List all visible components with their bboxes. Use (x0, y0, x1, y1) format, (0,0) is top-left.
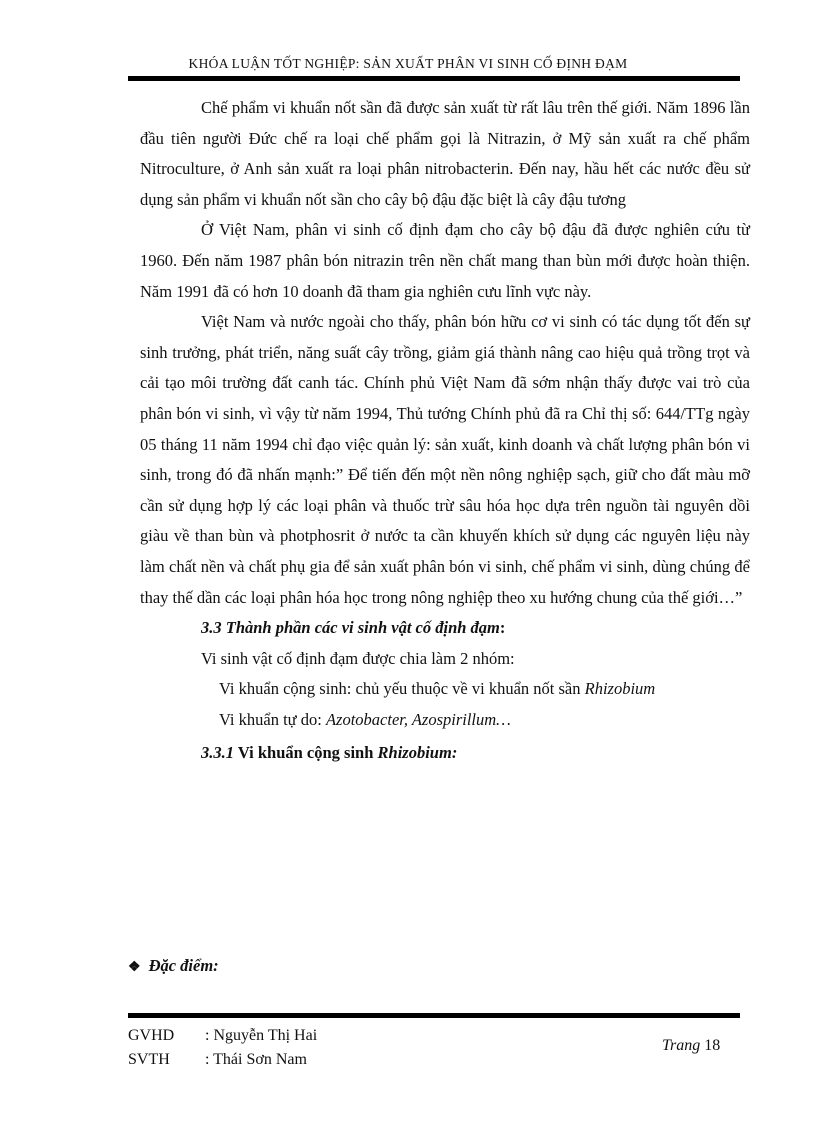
bullet-heading-text: Đặc điểm: (148, 956, 219, 975)
footer-rule (128, 1013, 740, 1018)
list-item-text: Vi khuẩn tự do: (219, 709, 326, 729)
page-number-value: 18 (704, 1037, 721, 1054)
list-item-genus: Azotobacter, Azospirillum… (325, 709, 511, 729)
gvhd-value: : Nguyễn Thị Hai (205, 1027, 318, 1044)
section-intro: Vi sinh vật cố định đạm được chia làm 2 nhóm: (201, 648, 515, 668)
section-heading-text: 3.3 Thành phần các vi sinh vật cố định đạm (201, 618, 500, 638)
paragraph-policy: Việt Nam và nước ngoài cho thấy, phân bón hữu cơ vi sinh có tác dụng tốt đến sự sinh trưởng, phát triển, năng suất cây trồng, giảm giá thành nâng cao hiệu quả trồng trọt và cải tạo môi trường đất canh tác. Chính phủ Việt Nam đã sớm nhận thấy được vai trò của phân bón vi sinh, vì vậy từ năm 1994, Thủ tướng Chính phủ đã ra Chỉ thị số: 644/TTg ngày 05 tháng 11 năm 1994 chỉ đạo việc quản lý: sản xuất, kinh doanh và chất lượng phân bón vi sinh, trong đó đã nhấn mạnh:” Để tiến đến một nền nông nghiệp sạch, giữ cho đất màu mỡ cần sử dụng hợp lý các loại phân và thuốc trừ sâu hóa học dựa trên nguồn tài nguyên dồi giàu về than bùn và photphosrit ở nước ta cần khuyến khích sử dụng các nguyên liệu này làm chất nền và chất phụ gia để sản xuất phân bón vi sinh, chế phẩm vi sinh, dùng chúng để thay thế dần các loại phân hóa học trong nông nghiệp theo xu hướng chung của thế giới…” (140, 312, 750, 607)
svth-label: SVTH (128, 1051, 170, 1068)
paragraph-history: Chế phẩm vi khuẩn nốt sần đã được sản xuất từ rất lâu trên thế giới. Năm 1896 lần đầu tiên người Đức chế ra loại chế phẩm gọi là Nitrazin, ở Mỹ sản xuất ra chế phẩm Nitroculture, ở Anh sản xuất ra loại phân nitrobacterin. Đến nay, hầu hết các nước đều sử dụng sản phẩm vi khuẩn nốt sần cho cây bộ đậu đặc biệt là cây đậu tương (140, 98, 750, 209)
section-heading-colon: : (499, 618, 506, 638)
footer-gvhd-row (128, 1024, 317, 1048)
gvhd-label: GVHD (128, 1027, 175, 1044)
list-item (219, 674, 750, 705)
page-header-title: KHÓA LUẬN TỐT NGHIỆP: SẢN XUẤT PHÂN VI SINH CỐ ĐỊNH ĐẠM (188, 56, 628, 71)
subsection-genus: Rhizobium: (377, 743, 458, 763)
diamond-bullet-icon: ❖ (128, 960, 141, 975)
footer-credits (128, 1024, 317, 1072)
paragraph-vietnam: Ở Việt Nam, phân vi sinh cố định đạm cho cây bộ đậu đã được nghiên cứu từ 1960. Đến năm 1987 phân bón nitrazin trên nền chất mang than bùn mới được hoàn thiện. Năm 1991 đã có hơn 10 doanh đã tham gia nghiên cưu lĩnh vực này. (140, 220, 750, 301)
section-heading (201, 613, 750, 644)
subsection-heading (201, 738, 750, 769)
svth-value: : Thái Sơn Nam (205, 1051, 307, 1068)
document-body (140, 93, 750, 769)
header-rule (128, 76, 740, 81)
page-number (662, 1037, 720, 1055)
page-word: Trang (662, 1037, 701, 1054)
bullet-heading (128, 956, 219, 976)
footer-svth-row (128, 1048, 317, 1072)
list-item-genus: Rhizobium (584, 679, 656, 699)
list-item (219, 705, 750, 736)
subsection-text: Vi khuẩn cộng sinh (234, 743, 378, 763)
subsection-number: 3.3.1 (201, 743, 234, 763)
list-item-text: Vi khuẩn cộng sinh: chủ yếu thuộc về vi khuẩn nốt sần (219, 679, 585, 699)
